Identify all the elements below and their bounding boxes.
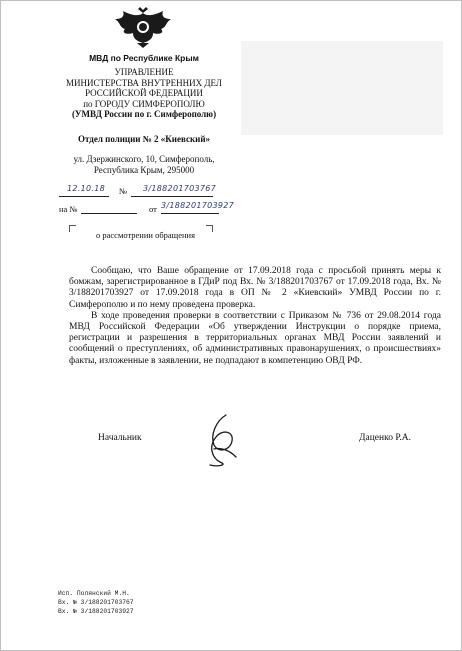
subject-line: о рассмотрении обращения [96, 230, 195, 240]
address-line: Республика Крым, 295000 [93, 164, 195, 175]
department-line: МИНИСТЕРСТВА ВНУТРЕННИХ ДЕЛ [65, 77, 223, 88]
emblem-eagle-icon [113, 7, 173, 49]
body-paragraph: Сообщаю, что Ваше обращение от 17.09.2018 года с просьбой принять меры к бомжам, зарегистрированное в ГДиР под Вх. № 3/188201703767 от 17.09.2018 года, Вх. № 3/188201703927 от 17.09.2018 года в ОП № 2 «Киевский» УМВД России по г. Симферополю и по нему проведена проверка. [69, 266, 441, 310]
date-underline [59, 196, 109, 197]
department-title [49, 67, 239, 120]
ot-underline [161, 213, 219, 214]
body-paragraph: В ходе проведения проверки в соответствии с Приказом № 736 от 29.08.2014 года МВД Российской Федерации «Об утверждении Инструкции о порядке приема, регистрации и разрешения в территориальных органах МВД России заявлений и сообщений о преступлениях, об административных правонарушениях, о происшествиях» факты, изложенные в заявлении, не подпадают в компетенцию ОВД РФ. [69, 310, 441, 366]
corner-mark [69, 225, 76, 232]
signer-name: Даценко Р.А. [359, 433, 412, 443]
registration-number: 3/188201703767 [143, 184, 217, 193]
signature-scribble-icon [196, 411, 246, 469]
number-underline [131, 196, 213, 197]
ot-label: от [149, 204, 157, 214]
redacted-recipient-block [241, 41, 443, 135]
executor-block [58, 589, 134, 616]
address [49, 154, 239, 175]
address-line: ул. Дзержинского, 10, Симферополь, [73, 154, 215, 164]
reference-number: Вх. № 3/188201703927 [58, 608, 134, 615]
department-line: по ГОРОДУ СИМФЕРОПОЛЮ [83, 98, 205, 109]
number-label: № [119, 186, 128, 196]
registration-date: 12.10.18 [67, 184, 106, 193]
executor-name: Исп. Полянский М.Н. [58, 590, 130, 597]
signer-position: Начальник [98, 433, 142, 443]
department-line: УПРАВЛЕНИЕ [114, 67, 174, 77]
unit-title: Отдел полиции № 2 «Киевский» [77, 134, 211, 144]
na-label: на № [59, 204, 78, 214]
reference-number: Вх. № 3/188201703767 [58, 599, 134, 606]
ot-value: 3/188201703927 [161, 201, 235, 210]
letter-body [69, 266, 441, 367]
na-underline [81, 213, 137, 214]
department-abbr: (УМВД России по г. Симферополю) [71, 109, 217, 119]
corner-mark [206, 225, 213, 232]
department-line: РОССИЙСКОЙ ФЕДЕРАЦИИ [85, 88, 203, 98]
ministry-short-title: МВД по Республике Крым [89, 53, 199, 63]
